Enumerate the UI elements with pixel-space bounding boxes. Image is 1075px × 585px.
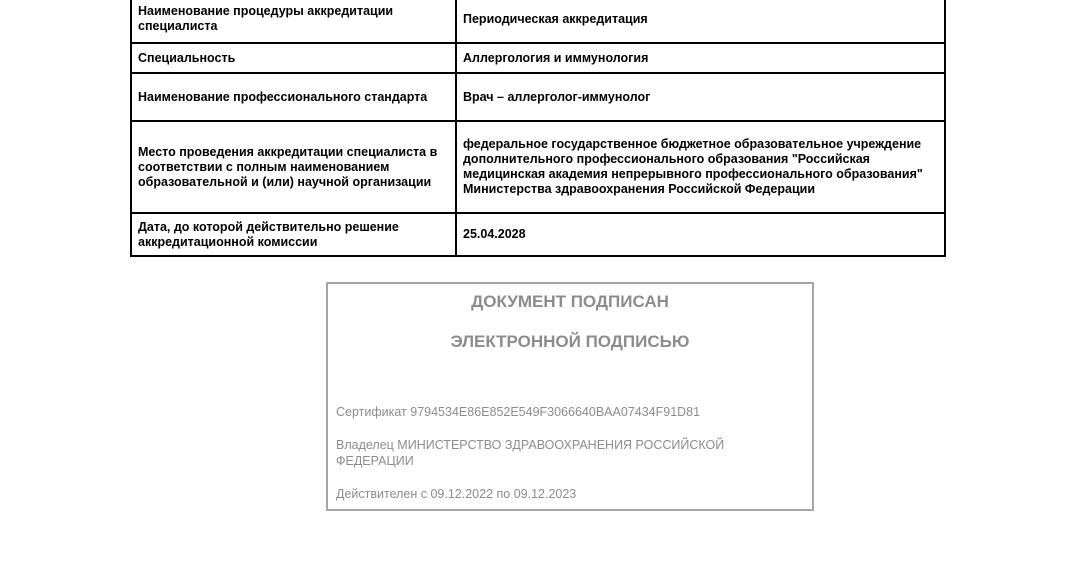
table-row-specialty: [131, 43, 945, 73]
valid-until-label: Дата, до которой действительно решение аккредитационной комиссии: [131, 213, 456, 256]
electronic-signature-stamp: [326, 282, 814, 511]
professional-standard-label: Наименование профессионального стандарта: [131, 73, 456, 121]
stamp-title-electronic-signature: ЭЛЕКТРОННОЙ ПОДПИСЬЮ: [450, 332, 690, 351]
table-row-procedure: [131, 0, 945, 43]
stamp-owner: Владелец МИНИСТЕРСТВО ЗДРАВООХРАНЕНИЯ РОССИЙСКОЙ ФЕДЕРАЦИИ: [336, 438, 725, 468]
table-row-professional-standard: [131, 73, 945, 121]
specialty-value: Аллергология и иммунология: [456, 43, 945, 73]
stamp-validity: Действителен с 09.12.2022 по 09.12.2023: [336, 487, 577, 501]
accreditation-info-table: [130, 0, 946, 257]
table-row-valid-until: [131, 213, 945, 256]
organization-label: Место проведения аккредитации специалиста в соответствии с полным наименованием образовательной и (или) научной организации: [131, 121, 456, 213]
stamp-title-signed: ДОКУМЕНТ ПОДПИСАН: [471, 292, 669, 311]
specialty-label: Специальность: [131, 43, 456, 73]
organization-value: федеральное государственное бюджетное образовательное учреждение дополнительного профессионального образования "Российская медицинская академия непрерывного профессионального образования" Министерства здравоохранения Российской Федерации: [456, 121, 945, 213]
procedure-value: Периодическая аккредитация: [456, 0, 945, 43]
professional-standard-value: Врач – аллерголог-иммунолог: [456, 73, 945, 121]
procedure-label: Наименование процедуры аккредитации специалиста: [131, 0, 456, 43]
table-row-organization: [131, 121, 945, 213]
stamp-certificate: Сертификат 9794534E86E852E549F3066640BAA07434F91D81: [336, 405, 701, 419]
valid-until-value: 25.04.2028: [456, 213, 945, 256]
